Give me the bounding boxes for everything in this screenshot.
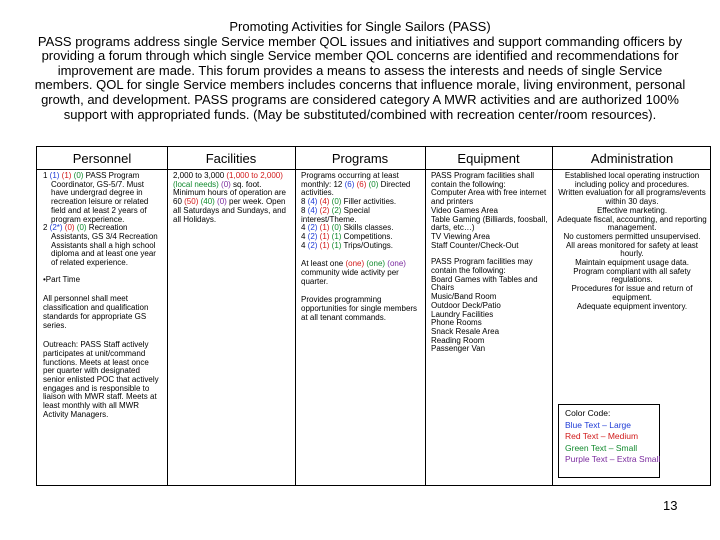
list-item: Procedures for issue and return of equipment.	[571, 284, 693, 302]
legend-medium: Red Text – Medium	[565, 431, 639, 442]
page-title: Promoting Activities for Single Sailors (PASS)	[229, 19, 491, 34]
list-item: Established local operating instruction including policy and procedures.	[564, 171, 700, 189]
column-header-administration: Administration	[590, 151, 674, 166]
list-item: Laundry Facilities	[431, 309, 494, 319]
list-item: Computer Area with free internet and printers	[431, 188, 547, 207]
list-item: TV Viewing Area	[431, 231, 490, 241]
monthly-programs: Programs occurring at least monthly: 12 (6) (6) (0) Directed activities. 8 (4) (4) (0) Filler activities. 8 (4) (2) (2) Special interest/Theme. 4 (2) (1) (0) Skills classes. 4 (2) (1) (1) Competitions. 4 (2) (1) (1) Trips/Outings.	[301, 171, 411, 250]
list-item: Reading Room	[431, 335, 485, 345]
list-item: Effective marketing.	[596, 205, 668, 215]
personnel-cell	[43, 172, 161, 425]
list-item: Snack Resale Area	[431, 326, 500, 336]
color-code-legend	[558, 404, 660, 478]
list-item: Music/Band Room	[431, 292, 497, 302]
list-item: Phone Rooms	[431, 318, 482, 328]
list-item: No customers permitted unsupervised.	[563, 231, 701, 241]
column-header-equipment: Equipment	[457, 151, 520, 166]
optional-equipment: PASS Program facilities may contain the following: Board Games with Tables and Chairs Music/Band Room Outdoor Deck/Patio Laundry Facilities Phone Rooms Snack Resale Area Reading Room Passenger Van	[431, 257, 538, 354]
column-header-personnel: Personnel	[72, 151, 132, 166]
column-divider	[425, 147, 426, 485]
header-divider	[37, 169, 710, 170]
personnel-item-coordinator: 1 (1) (1) (0) PASS Program Coordinator, GS-5/7. Must have undergrad degree in recreation leisure or related field and at least 2 years of program experience.	[43, 171, 149, 224]
list-item: Outdoor Deck/Patio	[431, 300, 501, 310]
list-item: Written evaluation for all programs/events within 30 days.	[558, 188, 706, 207]
tenant-programming: Provides programming opportunities for single members at all tenant commands.	[301, 295, 418, 322]
legend-small: Green Text – Small	[565, 442, 638, 453]
outreach-note: Outreach: PASS Staff actively participates at unit/command functions. Meets at least once per quarter with designated senior enlisted POC that actively engages and is responsible to liaison with MWR staff. Meets at least monthly with all MWR Activity Managers.	[43, 340, 159, 419]
list-item: Staff Counter/Check-Out	[431, 240, 519, 250]
facilities-cell	[173, 172, 291, 229]
list-item: All areas monitored for safety at least hourly.	[565, 240, 699, 259]
list-item: Program compliant with all safety regulations.	[573, 266, 691, 285]
list-item: Video Games Area	[431, 205, 499, 215]
page-number: 13	[663, 498, 678, 513]
list-item: Board Games with Tables and Chairs	[431, 274, 538, 293]
list-item: Adequate fiscal, accounting, and reporting management.	[557, 214, 707, 233]
legend-extra-small: Purple Text – Extra Small	[565, 454, 661, 465]
column-divider	[552, 147, 553, 485]
part-time-note: •Part Time	[43, 274, 81, 284]
column-divider	[295, 147, 296, 485]
legend-large: Blue Text – Large	[565, 419, 631, 430]
legend-title: Color Code:	[565, 408, 611, 418]
required-equipment: PASS Program facilities shall contain the following: Computer Area with free internet and printers Video Games Area Table Gaming (Billiards, foosball, darts, etc…) TV Viewing Area Staff Counter/Check-Out	[431, 171, 548, 250]
intro-paragraph: PASS programs address single Service member QOL issues and initiatives and support commanding officers by providing a forum through which single Service member QOL concerns are identified and recommendations for improvement are made. This forum provides a means to assess the interests and needs of single Service members. QOL for single Service members includes concerns that influence morale, living environment, personal growth, and development. PASS programs are considered category A MWR activities and are authorized 100% support with appropriated funds. (May be substituted/combined with recreation center/room resources).	[34, 33, 686, 122]
column-header-facilities: Facilities	[205, 151, 257, 166]
facilities-text: 2,000 to 3,000 (1,000 to 2,000) (local needs) (0) sq. foot. Minimum hours of operation are 60 (50) (40) (0) per week. Open all Saturdays and Sundays, and all Holidays.	[173, 171, 286, 224]
personnel-standards: All personnel shall meet classification and qualification standards for appropriate GS series.	[43, 294, 149, 330]
list-item: Table Gaming (Billiards, foosball, darts, etc…)	[431, 214, 548, 233]
programs-cell	[301, 172, 423, 328]
administration-cell	[555, 172, 709, 311]
column-header-programs: Programs	[331, 151, 389, 166]
equipment-cell	[431, 172, 551, 359]
header	[30, 20, 690, 122]
list-item: Passenger Van	[431, 344, 486, 354]
list-item: Maintain equipment usage data.	[575, 258, 689, 268]
personnel-item-assistants: 2 (2*) (0) (0) Recreation Assistants, GS 3/4 Recreation Assistants shall a high school diploma and at least one year of related experience.	[43, 223, 158, 268]
community-activity: At least one (one) (one) (one) community wide activity per quarter.	[301, 259, 406, 286]
list-item: Adequate equipment inventory.	[576, 301, 688, 311]
column-divider	[167, 147, 168, 485]
